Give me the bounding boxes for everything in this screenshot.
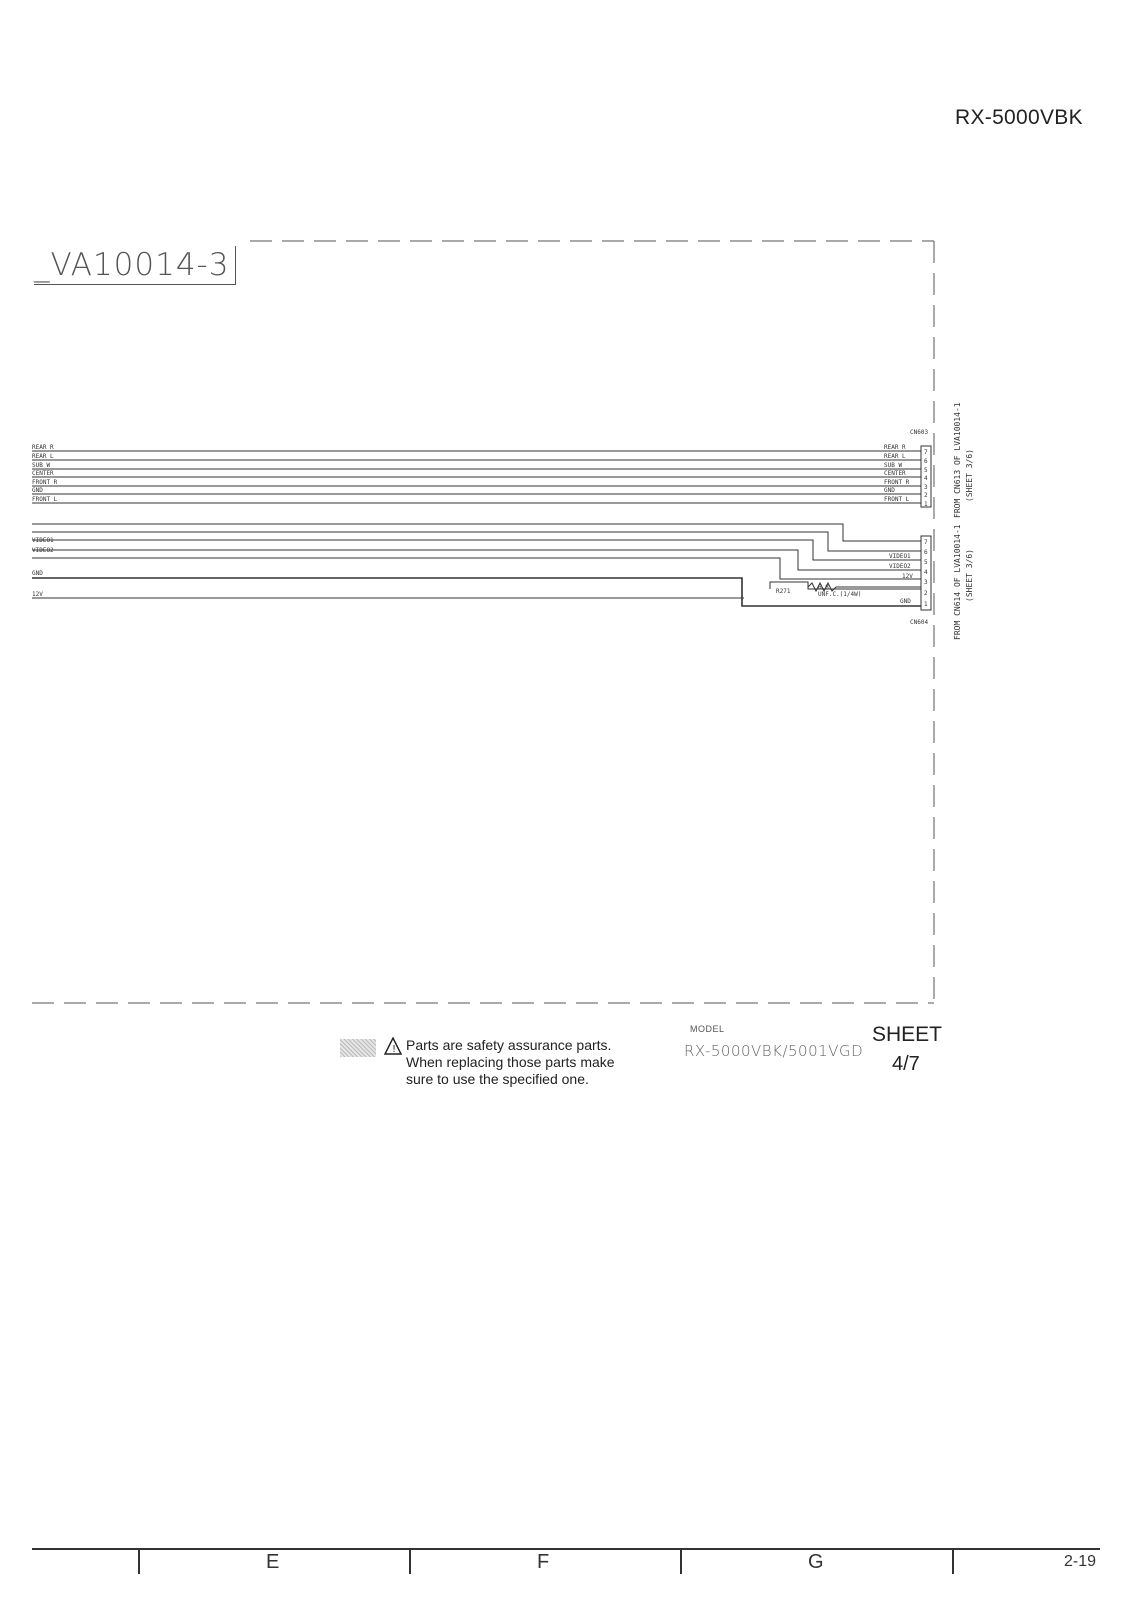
cn603-from: FROM CN613 OF LVA10014-1 [953, 402, 962, 518]
pin-number: 3 [924, 579, 928, 586]
pin-number: 5 [924, 559, 928, 566]
pin-label: GND [900, 598, 911, 605]
svg-text:!: ! [391, 1044, 398, 1055]
sheet-number: 4/7 [892, 1053, 920, 1075]
left-label: 12V [32, 591, 43, 598]
pin-label: FRONT L [884, 496, 910, 503]
ruler-tick [409, 1550, 411, 1574]
notice-line: When replacing those parts make [406, 1054, 615, 1070]
ruler-tick [680, 1550, 682, 1574]
pin-number: 2 [924, 590, 928, 597]
pin-number: 4 [924, 475, 928, 482]
left-label: VIDEO2 [32, 547, 54, 554]
cn604-sheet: (SHEET 3/6) [965, 549, 974, 602]
left-label: GND [32, 487, 43, 494]
safety-shading-swatch [340, 1039, 376, 1057]
resistor-note: UNF.C.(1/4W) [818, 591, 862, 598]
left-label: REAR L [32, 453, 54, 460]
cn603-name: CN603 [910, 429, 929, 436]
resistor-ref: R271 [776, 588, 791, 595]
left-label: SUB W [32, 462, 51, 469]
pin-label: VIDEO1 [889, 553, 911, 560]
cn604-name: CN604 [910, 619, 929, 626]
left-label: FRONT L [32, 496, 58, 503]
column-label-f: F [537, 1551, 550, 1573]
board-label: _VA10014-3 [34, 246, 236, 285]
model-label: MODEL [690, 1024, 725, 1034]
resistor-r271 [776, 583, 921, 598]
pin-number: 2 [924, 492, 928, 499]
pin-label: 12V [902, 573, 913, 580]
pin-number: 6 [924, 549, 928, 556]
left-label: FRONT R [32, 479, 58, 486]
pin-number: 1 [924, 501, 928, 508]
left-labels [32, 444, 58, 598]
pin-label: CENTER [884, 470, 906, 477]
pin-number: 7 [924, 449, 928, 456]
left-label: REAR R [32, 444, 54, 451]
connector-cn604 [889, 524, 974, 640]
pin-number: 7 [924, 539, 928, 546]
pin-label: FRONT R [884, 479, 910, 486]
pin-number: 5 [924, 467, 928, 474]
column-label-g: G [808, 1551, 824, 1573]
cn603-sheet: (SHEET 3/6) [965, 449, 974, 502]
pin-number: 4 [924, 569, 928, 576]
notice-line: Parts are safety assurance parts. [406, 1037, 612, 1053]
footer-ruler [32, 1548, 1100, 1550]
model-title: RX-5000VBK [955, 106, 1083, 129]
pin-number: 6 [924, 458, 928, 465]
board-border [32, 241, 934, 1003]
pin-label: GND [884, 487, 895, 494]
left-label: GND [32, 570, 43, 577]
sheet-label: SHEET [872, 1023, 943, 1046]
cn604-from: FROM CN614 OF LVA10014-1 [953, 524, 962, 640]
column-label-e: E [266, 1551, 280, 1573]
pin-label: VIDEO2 [889, 563, 911, 570]
audio-wires [32, 451, 921, 503]
resistor-value: 6.8 [818, 584, 829, 591]
model-value: RX-5000VBK/5001VGD [684, 1042, 864, 1060]
pin-label: SUB W [884, 462, 903, 469]
notice-line: sure to use the specified one. [406, 1071, 589, 1087]
ruler-tick [138, 1550, 140, 1574]
pin-number: 1 [924, 601, 928, 608]
warning-triangle-icon [384, 1037, 402, 1055]
left-label: CENTER [32, 470, 54, 477]
pin-label: REAR L [884, 453, 906, 460]
ruler-tick [952, 1550, 954, 1574]
page-number: 2-19 [1064, 1553, 1097, 1570]
pin-label: REAR R [884, 444, 906, 451]
left-label: VIDEO1 [32, 537, 54, 544]
pin-number: 3 [924, 484, 928, 491]
